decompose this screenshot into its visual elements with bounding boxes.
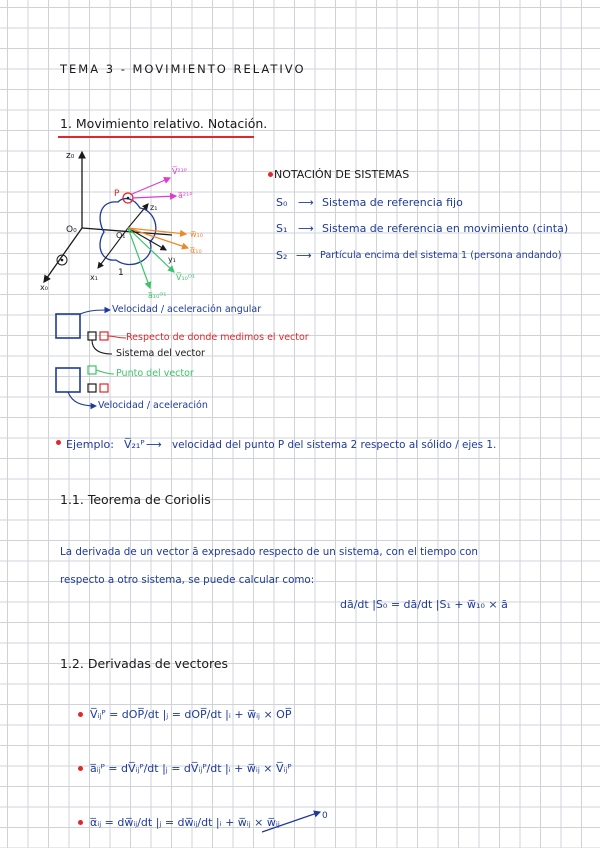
strike-through-mark [256,808,336,838]
bullet [56,440,61,445]
notation-sym-s1: S₁ [276,222,288,235]
legend-box-big-2 [56,368,80,392]
leader-respect [108,336,126,338]
leader-angular [80,310,110,314]
legend-box-black-1 [88,332,96,340]
notation-sym-s0: S₀ [276,196,288,209]
bullet [268,172,273,177]
example-symbol: V̅₂₁ᴾ [124,438,145,451]
label-y1: y₁ [168,255,176,264]
label-alpha10: α̅₁₀ [190,246,202,255]
label-z1: z₁ [150,203,158,212]
label-a-o1-10: a̅₁₀ᴼ¹ [148,291,167,300]
legend-linear: Velocidad / aceleración [98,400,208,411]
label-1: 1 [118,268,124,278]
label-z0: z₀ [66,151,75,161]
label-O0: O₀ [66,225,77,235]
notation-desc-s2: Partícula encima del sistema 1 (persona andando) [320,250,562,261]
bullet [78,712,83,717]
label-v-o1-10: V̅₁₀ᴼ¹ [176,273,196,282]
vector-a-p-21 [132,196,176,198]
section-1-2-heading: 1.2. Derivadas de vectores [60,656,229,671]
label-v-p-21: V̅²¹ᴾ [172,167,187,176]
section-1-underline [58,136,254,138]
coriolis-line-1: La derivada de un vector ā expresado respecto de un sistema, con el tiempo con [60,546,478,558]
label-P: P [114,189,120,199]
equation-angular-acceleration: α̅ᵢⱼ = dw̅ᵢⱼ/dt |ⱼ = dw̅ᵢⱼ/dt |ᵢ + w̅ᵢⱼ × w̅ᵢⱼ [90,816,280,829]
legend-box-red-1 [100,332,108,340]
leader-system [92,340,112,354]
label-w10: w̅₁₀ [190,230,203,239]
example-lead: Ejemplo: [66,438,114,451]
legend-box-big-1 [56,314,80,338]
section-1-heading: 1. Movimiento relativo. Notación. [60,116,268,131]
label-x0: x₀ [40,283,48,292]
axis-z1 [128,204,148,228]
notation-sym-s2: S₂ [276,249,288,262]
vector-v-p-21 [132,178,170,194]
leader-linear [68,392,96,406]
arrow-icon: ⟶ [146,438,162,451]
label-x1: x₁ [90,273,98,282]
section-1-1-heading: 1.1. Teorema de Coriolis [60,492,211,507]
page-title: TEMA 3 - MOVIMIENTO RELATIVO [60,62,306,76]
legend-system: Sistema del vector [116,348,205,359]
legend-point: Punto del vector [116,368,194,379]
equation-zero: 0 [322,811,328,821]
bullet [78,820,83,825]
equation-velocity: V̅ᵢⱼᴾ = dOP̅/dt |ⱼ = dOP̅/dt |ᵢ + w̅ᵢⱼ × OP̅ [90,708,292,721]
notation-desc-s1: Sistema de referencia en movimiento (cinta) [322,222,569,235]
legend-box-black-2 [88,384,96,392]
notation-heading: NOTACIÓN DE SISTEMAS [274,168,410,181]
leader-point [96,370,114,374]
kinematics-diagram [0,140,240,300]
arrow-icon: ⟶ [298,222,314,235]
label-a-p-21: a̅²¹ᴾ [178,191,193,200]
legend-respect: Respecto de donde medimos el vector [126,332,309,343]
arrow-icon: ⟶ [298,196,314,209]
legend-box-red-2 [100,384,108,392]
bullet [78,766,83,771]
coriolis-formula: dā/dt |S₀ = dā/dt |S₁ + w̅₁₀ × ā [340,598,508,611]
notation-desc-s0: Sistema de referencia fijo [322,196,463,209]
legend-box-green [88,366,96,374]
label-O1: O₁ [116,231,126,240]
coriolis-line-2: respecto a otro sistema, se puede calcular como: [60,574,315,586]
arrow-icon: ⟶ [296,249,312,262]
legend-angular: Velocidad / aceleración angular [112,304,262,315]
example-text: velocidad del punto P del sistema 2 respecto al sólido / ejes 1. [172,439,497,451]
equation-acceleration: a̅ᵢⱼᴾ = dV̅ᵢⱼᴾ/dt |ⱼ = dV̅ᵢⱼᴾ/dt |ᵢ + w̅ᵢⱼ × V̅ᵢⱼᴾ [90,762,292,775]
